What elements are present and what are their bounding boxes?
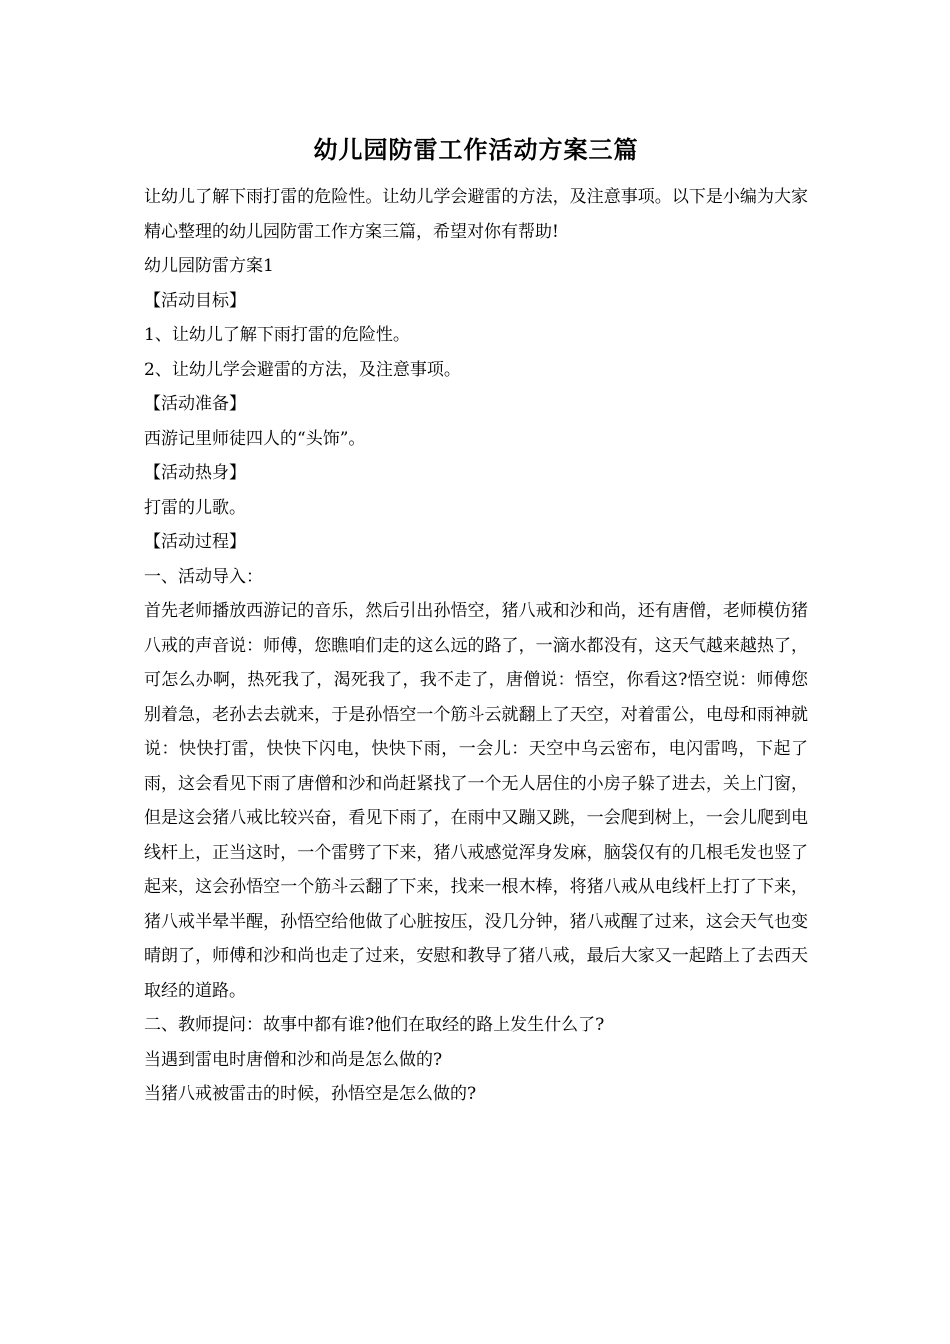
section-heading: 幼儿园防雷方案1 xyxy=(144,256,274,276)
list-item: 1、让幼儿了解下雨打雷的危险性。 xyxy=(144,325,410,345)
subsection-heading: 【活动热身】 xyxy=(144,463,246,483)
subsection-heading: 【活动准备】 xyxy=(144,394,246,414)
step-heading: 二、教师提问：故事中都有谁?他们在取经的路上发生什么了? xyxy=(144,1015,605,1035)
question-paragraph: 当猪八戒被雷击的时候，孙悟空是怎么做的? xyxy=(144,1084,477,1104)
question-paragraph: 当遇到雷电时唐僧和沙和尚是怎么做的? xyxy=(144,1049,443,1070)
step-heading: 一、活动导入： xyxy=(144,566,263,587)
intro-paragraph: 让幼儿了解下雨打雷的危险性。让幼儿学会避雷的方法，及注意事项。以下是小编为大家精心整理的幼儿园防雷工作方案三篇，希望对你有帮助! xyxy=(144,187,808,242)
subsection-heading: 【活动目标】 xyxy=(144,290,246,311)
document-title: 幼儿园防雷工作活动方案三篇 xyxy=(313,135,639,164)
body-paragraph: 西游记里师徒四人的“头饰”。 xyxy=(144,428,366,449)
story-paragraph: 首先老师播放西游记的音乐，然后引出孙悟空，猪八戒和沙和尚，还有唐僧，老师模仿猪八戒的声音说：师傅，您瞧咱们走的这么远的路了，一滴水都没有，这天气越来越热了，可怎么办啊，热死我了，渴死我了，我不走了，唐僧说：悟空，你看这?悟空说：师傅您别着急，老孙去去就来，于是孙悟空一个筋斗云就翻上了天空，对着雷公，电母和雨神就说：快快打雷，快快下闪电，快快下雨，一会儿：天空中乌云密布，电闪雷鸣，下起了雨，这会看见下雨了唐僧和沙和尚赶紧找了一个无人居住的小房子躲了进去，关上门窗，但是这会猪八戒比较兴奋，看见下雨了，在雨中又蹦又跳，一会爬到树上，一会儿爬到电线杆上，正当这时，一个雷劈了下来，猪八戒感觉浑身发麻，脑袋仅有的几根毛发也竖了起来，这会孙悟空一个筋斗云翻了下来，找来一根木棒，将猪八戒从电线杆上打了下来，猪八戒半晕半醒，孙悟空给他做了心脏按压，没几分钟，猪八戒醒了过来，这会天气也变晴朗了，师傅和沙和尚也走了过来，安慰和教导了猪八戒，最后大家又一起踏上了去西天取经的道路。 xyxy=(144,601,808,1001)
document-body xyxy=(144,132,808,1112)
body-paragraph: 打雷的儿歌。 xyxy=(144,497,246,518)
list-item: 2、让幼儿学会避雷的方法，及注意事项。 xyxy=(144,359,461,380)
subsection-heading: 【活动过程】 xyxy=(144,532,246,552)
